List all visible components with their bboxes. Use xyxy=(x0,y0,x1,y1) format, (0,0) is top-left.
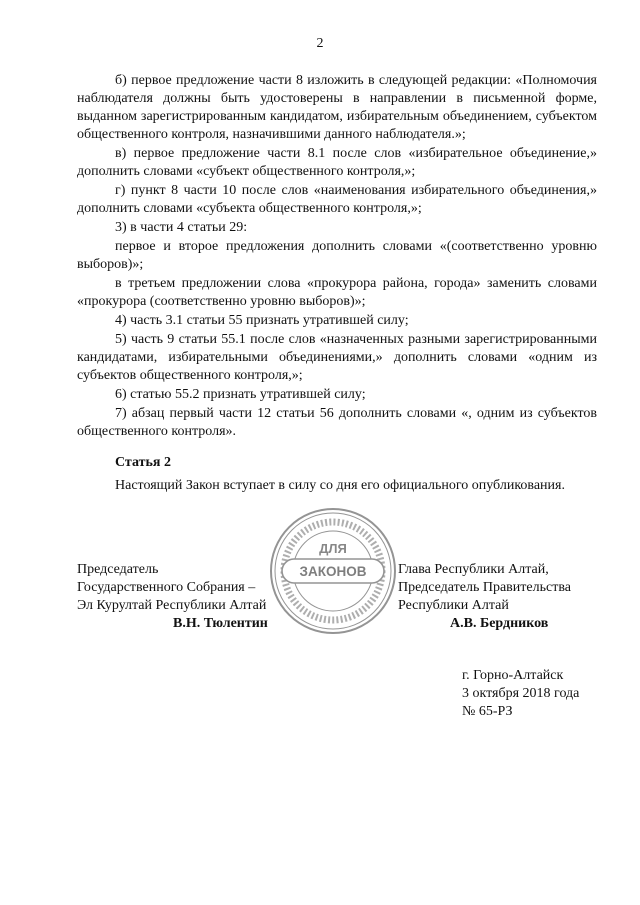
stamp-word-main: ЗАКОНОВ xyxy=(299,564,367,579)
signatory-title-line: Республики Алтай xyxy=(398,598,509,613)
stamp-seal xyxy=(268,506,398,636)
amendment-paragraph: 7) абзац первый части 12 статьи 56 дополнить словами «, одним из субъектов общественного контроля». xyxy=(77,406,597,439)
issue-details xyxy=(462,667,579,721)
amendment-paragraph: в третьем предложении слова «прокурора района, города» заменить словами «прокурора (соответственно уровню выборов)»; xyxy=(77,276,597,309)
signatory-title-line: Председатель xyxy=(77,562,159,577)
signatory-name: В.Н. Тюлентин xyxy=(173,616,268,631)
document-body xyxy=(77,72,597,496)
issue-date: 3 октября 2018 года xyxy=(462,686,580,701)
amendment-paragraph: б) первое предложение части 8 изложить в следующей редакции: «Полномочия наблюдателя должны быть удостоверены в направлении в письменной форме, выданном зарегистрированным кандидатом, избирательным объединением, субъектом общественного контроля, назначившими данного наблюдателя.»; xyxy=(77,73,597,142)
amendment-paragraph: 5) часть 9 статьи 55.1 после слов «назначенных разными зарегистрированными кандидатами, избирательными объединениями,» дополнить словами «одним из субъектов общественного контроля,»; xyxy=(77,332,597,383)
article-text: Настоящий Закон вступает в силу со дня его официального опубликования. xyxy=(115,478,565,493)
amendment-paragraph: 3) в части 4 статьи 29: xyxy=(115,220,248,235)
amendment-paragraph: первое и второе предложения дополнить словами «(соответственно уровню выборов)»; xyxy=(77,239,597,272)
amendment-paragraph: 4) часть 3.1 статьи 55 признать утратившей силу; xyxy=(115,313,409,328)
amendment-paragraph: г) пункт 8 части 10 после слов «наименования избирательного объединения,» дополнить словами «субъекта общественного контроля,»; xyxy=(77,183,597,216)
stamp-word-top: ДЛЯ xyxy=(319,541,347,556)
signatory-title-line: Председатель Правительства xyxy=(398,580,571,595)
article-heading: Статья 2 xyxy=(115,455,171,470)
signature-right xyxy=(398,561,618,633)
signatory-title-line: Государственного Собрания – xyxy=(77,580,256,595)
amendment-paragraph: 6) статью 55.2 признать утратившей силу; xyxy=(115,387,366,402)
issue-place: г. Горно-Алтайск xyxy=(462,668,564,683)
law-number: № 65-РЗ xyxy=(462,704,513,719)
amendment-paragraph: в) первое предложение части 8.1 после слов «избирательное объединение,» дополнить словами «субъект общественного контроля,»; xyxy=(77,146,597,179)
signatory-title-line: Глава Республики Алтай, xyxy=(398,562,549,577)
page-number: 2 xyxy=(316,36,324,51)
signatory-title-line: Эл Курултай Республики Алтай xyxy=(77,598,267,613)
signatory-name: А.В. Бердников xyxy=(450,616,549,631)
